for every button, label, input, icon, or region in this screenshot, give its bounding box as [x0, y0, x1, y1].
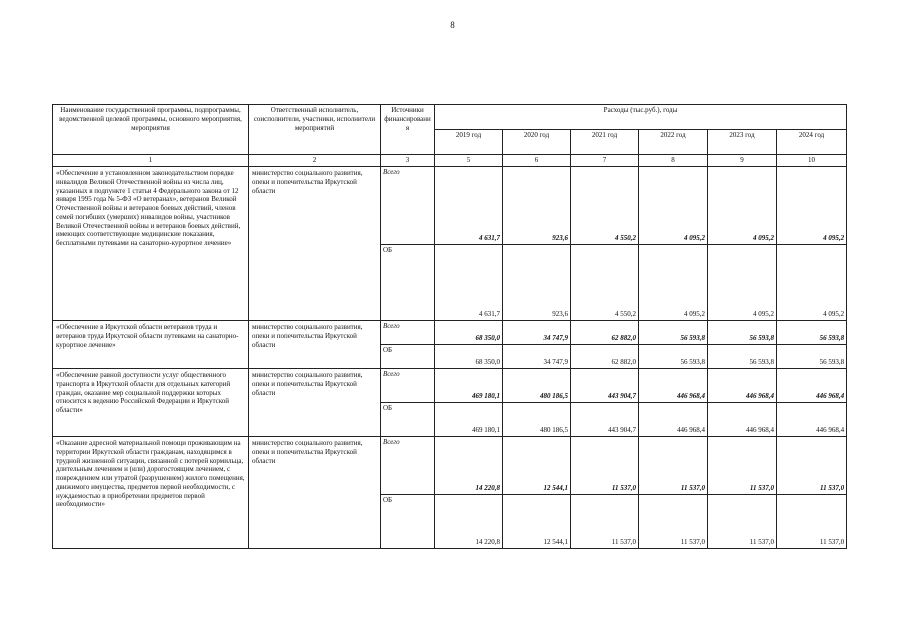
amount-total: 56 593,8 — [777, 321, 847, 345]
measure-description: «Оказание адресной материальной помощи проживающим на территории Иркутской области гражданам, находящимся в трудной жизненной ситуации, связанной с потерей кормильца, длительным лечением и (или) дорогостоящим лечением, с повреждением или утратой (разрушением) жилого помещения, движимого имущества, предметов первой необходимости, с нуждаемостью в приобретении предметов первой необходимости» — [53, 437, 249, 549]
amount-ob: 11 537,0 — [708, 495, 777, 549]
header-expenses: Расходы (тыс.руб.), годы — [435, 105, 847, 130]
amount-ob: 11 537,0 — [639, 495, 708, 549]
amount-total: 469 180,1 — [435, 369, 503, 403]
amount-ob: 480 186,5 — [503, 403, 571, 437]
amount-total: 11 537,0 — [571, 437, 639, 495]
amount-ob: 14 220,8 — [435, 495, 503, 549]
source-total-label: Всего — [381, 167, 435, 245]
amount-total: 4 550,2 — [571, 167, 639, 245]
measure-executor: министерство социального развития, опеки и попечительства Иркутской области — [249, 167, 381, 321]
amount-ob: 56 593,8 — [708, 345, 777, 369]
measure-description: «Обеспечение в установленном законодательством порядке инвалидов Великой Отечественной войны из числа лиц, указанных в подпункте 1 статьи 4 Федерального закона от 12 января 1995 года № 5-ФЗ «О ветеранах», ветеранов Великой Отечественной войны и ветеранов боевых действий, членов семей погибших (умерших) инвалидов войны, участников Великой Отечественной войны и ветеранов боевых действий, имеющих соответствующие медицинские показания, бесплатными путевками на санаторно-курортное лечение» — [53, 167, 249, 321]
header-funding-source: Источники финансировани я — [381, 105, 435, 155]
header-year: 2022 год — [639, 130, 708, 155]
amount-total: 11 537,0 — [777, 437, 847, 495]
column-number: 7 — [571, 155, 639, 167]
expenses-table — [52, 104, 847, 549]
amount-total: 14 220,8 — [435, 437, 503, 495]
amount-total: 68 350,0 — [435, 321, 503, 345]
column-number: 2 — [249, 155, 381, 167]
header-year: 2023 год — [708, 130, 777, 155]
measure-description: «Обеспечение в Иркутской области ветеранов труда и ветеранов труда Иркутской области путевками на санаторно-курортное лечение» — [53, 321, 249, 369]
amount-total: 4 095,2 — [777, 167, 847, 245]
measure-description: «Обеспечение равной доступности услуг общественного транспорта в Иркутской области для отдельных категорий граждан, оказание мер социальной поддержки которых относится к ведению Российской Федерации и Иркутской области» — [53, 369, 249, 437]
amount-ob: 923,6 — [503, 245, 571, 321]
amount-ob: 4 095,2 — [777, 245, 847, 321]
amount-ob: 469 180,1 — [435, 403, 503, 437]
column-number: 6 — [503, 155, 571, 167]
amount-ob: 11 537,0 — [571, 495, 639, 549]
amount-ob: 4 095,2 — [639, 245, 708, 321]
header-year: 2020 год — [503, 130, 571, 155]
header-year: 2021 год — [571, 130, 639, 155]
header-year: 2024 год — [777, 130, 847, 155]
amount-ob: 446 968,4 — [708, 403, 777, 437]
amount-ob: 62 882,0 — [571, 345, 639, 369]
amount-total: 56 593,8 — [639, 321, 708, 345]
amount-total: 446 968,4 — [639, 369, 708, 403]
amount-total: 12 544,1 — [503, 437, 571, 495]
header-program-name: Наименование государственной программы, подпрограммы, ведомственной целевой программы, основного мероприятия, мероприятия — [53, 105, 249, 155]
amount-total: 446 968,4 — [777, 369, 847, 403]
amount-ob: 11 537,0 — [777, 495, 847, 549]
amount-total: 4 095,2 — [639, 167, 708, 245]
column-number: 5 — [435, 155, 503, 167]
amount-ob: 446 968,4 — [777, 403, 847, 437]
table-row — [53, 437, 847, 495]
amount-total: 4 095,2 — [708, 167, 777, 245]
amount-ob: 56 593,8 — [777, 345, 847, 369]
column-number: 3 — [381, 155, 435, 167]
amount-total: 34 747,9 — [503, 321, 571, 345]
amount-ob: 4 095,2 — [708, 245, 777, 321]
table-row — [53, 321, 847, 345]
amount-ob: 34 747,9 — [503, 345, 571, 369]
amount-ob: 12 544,1 — [503, 495, 571, 549]
amount-total: 443 904,7 — [571, 369, 639, 403]
source-ob-label: ОБ — [381, 245, 435, 321]
amount-ob: 68 350,0 — [435, 345, 503, 369]
source-total-label: Всего — [381, 437, 435, 495]
source-total-label: Всего — [381, 321, 435, 345]
amount-total: 923,6 — [503, 167, 571, 245]
amount-ob: 443 904,7 — [571, 403, 639, 437]
measure-executor: министерство социального развития, опеки и попечительства Иркутской области — [249, 321, 381, 369]
source-ob-label: ОБ — [381, 403, 435, 437]
amount-ob: 56 593,8 — [639, 345, 708, 369]
header-executor: Ответственный исполнитель, соисполнители, участники, исполнители мероприятий — [249, 105, 381, 155]
amount-total: 62 882,0 — [571, 321, 639, 345]
amount-ob: 4 550,2 — [571, 245, 639, 321]
measure-executor: министерство социального развития, опеки и попечительства Иркутской области — [249, 369, 381, 437]
amount-total: 4 631,7 — [435, 167, 503, 245]
table-row — [53, 167, 847, 245]
amount-ob: 446 968,4 — [639, 403, 708, 437]
source-ob-label: ОБ — [381, 345, 435, 369]
column-number: 8 — [639, 155, 708, 167]
page-number: 8 — [450, 20, 455, 30]
column-number: 10 — [777, 155, 847, 167]
column-number: 1 — [53, 155, 249, 167]
source-ob-label: ОБ — [381, 495, 435, 549]
table-row — [53, 369, 847, 403]
amount-total: 446 968,4 — [708, 369, 777, 403]
amount-total: 480 186,5 — [503, 369, 571, 403]
column-number: 9 — [708, 155, 777, 167]
header-year: 2019 год — [435, 130, 503, 155]
amount-total: 56 593,8 — [708, 321, 777, 345]
source-total-label: Всего — [381, 369, 435, 403]
amount-total: 11 537,0 — [708, 437, 777, 495]
amount-ob: 4 631,7 — [435, 245, 503, 321]
measure-executor: министерство социального развития, опеки и попечительства Иркутской области — [249, 437, 381, 549]
amount-total: 11 537,0 — [639, 437, 708, 495]
